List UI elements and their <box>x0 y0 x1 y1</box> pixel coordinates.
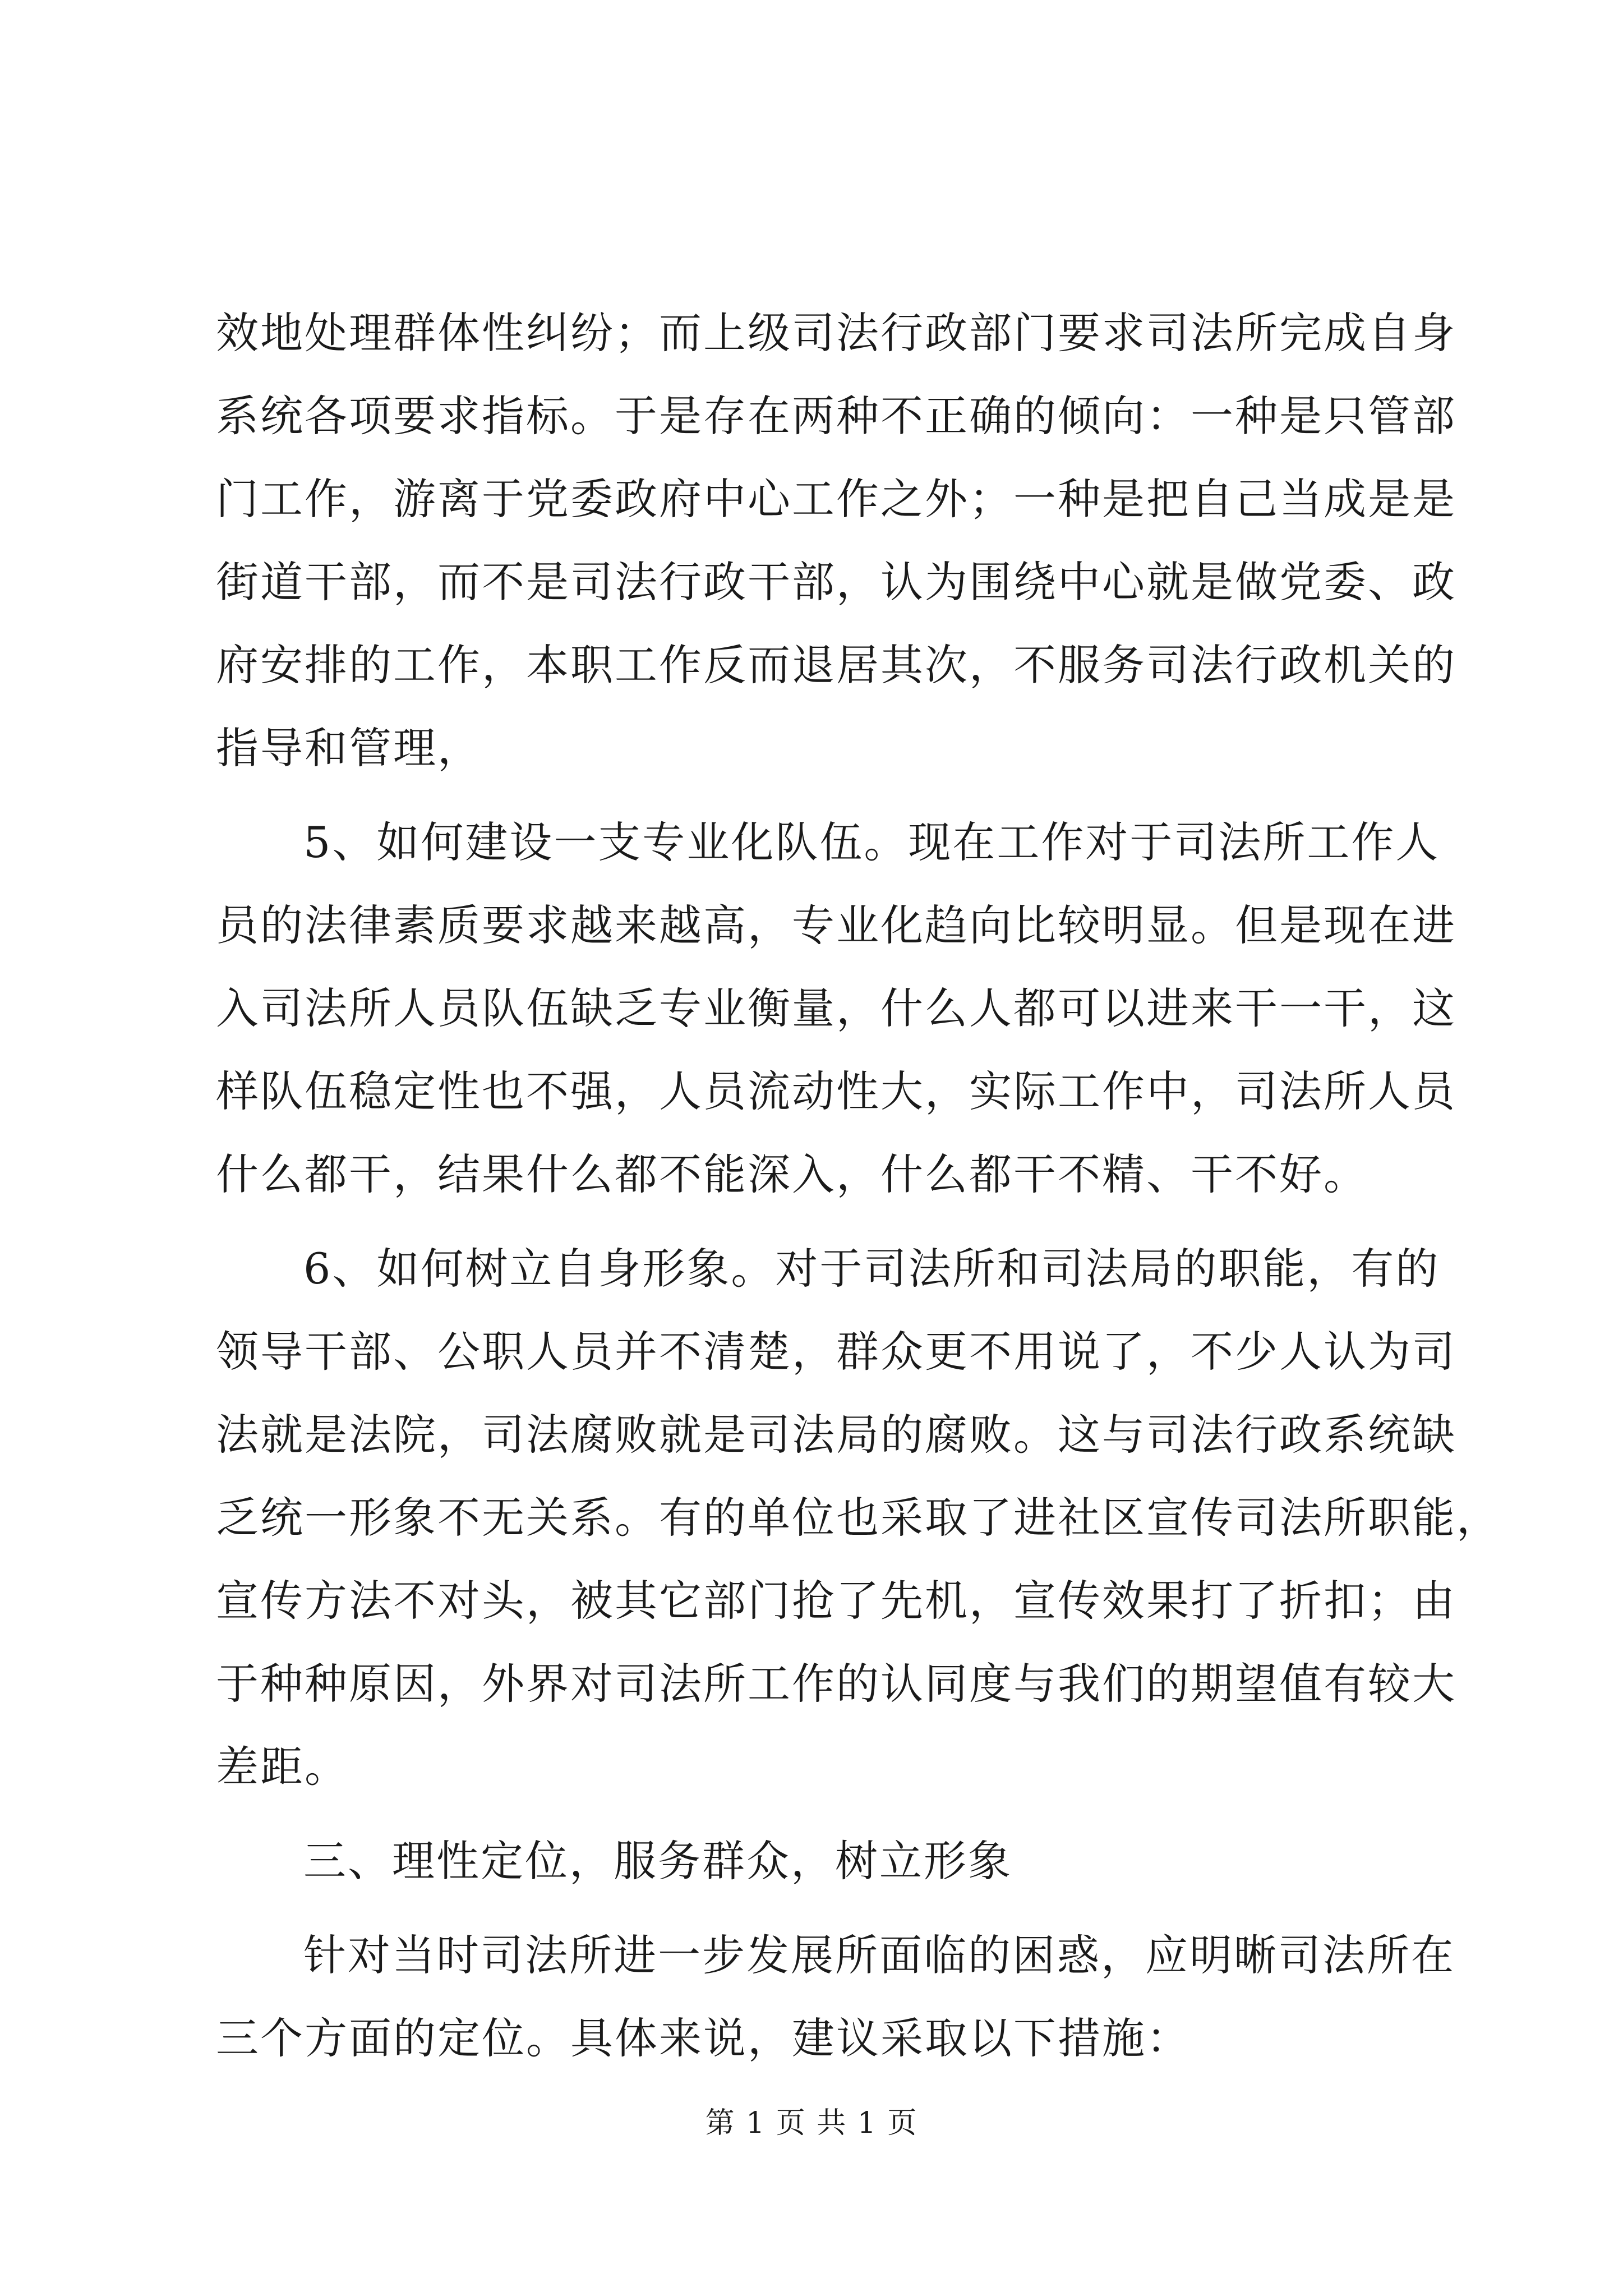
paragraph-line: 三个方面的定位。具体来说，建议采取以下措施： <box>216 2013 1191 2063</box>
paragraph-line: 法就是法院，司法腐败就是司法局的腐败。这与司法行政系统缺 <box>216 1410 1456 1460</box>
paragraph-line: 系统各项要求指标。于是存在两种不正确的倾向：一种是只管部 <box>216 391 1456 441</box>
paragraph-line: 入司法所人员队伍缺乏专业衡量，什么人都可以进来干一干，这 <box>216 983 1456 1033</box>
paragraph-line: 街道干部，而不是司法行政干部，认为围绕中心就是做党委、政 <box>216 557 1456 607</box>
paragraph-line: 门工作，游离于党委政府中心工作之外；一种是把自己当成是是 <box>216 474 1456 524</box>
paragraph-line: 5、如何建设一支专业化队伍。现在工作对于司法所工作人 <box>303 817 1440 867</box>
document-body <box>216 292 1501 2080</box>
paragraph-line: 针对当时司法所进一步发展所面临的困惑，应明晰司法所在 <box>303 1930 1455 1980</box>
paragraph-line: 差距。 <box>216 1742 349 1792</box>
paragraph-line: 于种种原因，外界对司法所工作的认同度与我们的期望值有较大 <box>216 1659 1456 1709</box>
paragraph-line: 效地处理群体性纠纷；而上级司法行政部门要求司法所完成自身 <box>216 308 1456 358</box>
paragraph-line: 样队伍稳定性也不强，人员流动性大，实际工作中，司法所人员 <box>216 1066 1456 1116</box>
paragraph-line: 宣传方法不对头，被其它部门抢了先机，宣传效果打了折扣；由 <box>216 1576 1456 1626</box>
section-heading: 三、理性定位，服务群众，树立形象 <box>303 1836 1012 1886</box>
paragraph-line: 领导干部、公职人员并不清楚，群众更不用说了，不少人认为司 <box>216 1327 1456 1377</box>
paragraph-line: 员的法律素质要求越来越高，专业化趋向比较明显。但是现在进 <box>216 900 1456 950</box>
page-footer: 第 1 页 共 1 页 <box>705 2106 918 2140</box>
paragraph-line: 6、如何树立自身形象。对于司法所和司法局的职能，有的 <box>303 1244 1440 1294</box>
paragraph-line: 什么都干，结果什么都不能深入，什么都干不精、干不好。 <box>216 1149 1368 1199</box>
paragraph-line: 府安排的工作，本职工作反而退居其次，不服务司法行政机关的 <box>216 640 1456 690</box>
paragraph-line: 乏统一形象不无关系。有的单位也采取了进社区宣传司法所职能， <box>216 1493 1501 1543</box>
paragraph-line: 指导和管理， <box>216 723 482 773</box>
